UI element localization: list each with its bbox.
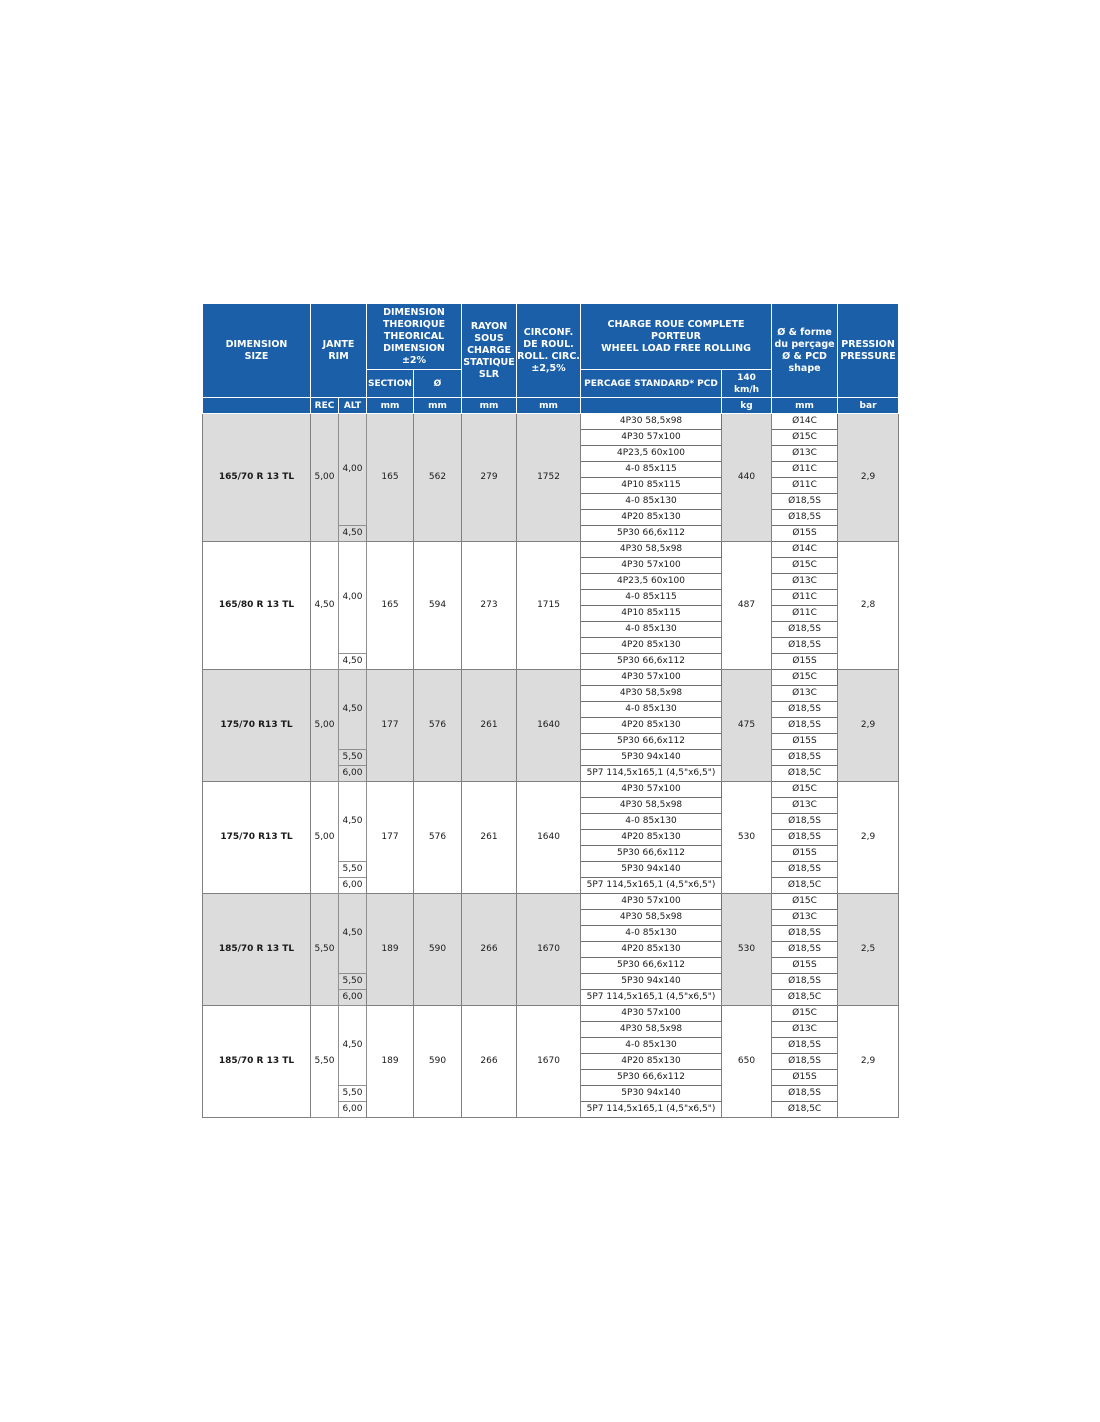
cell-section: 165 [367,542,414,670]
cell-pcd: 4P30 57x100 [581,558,722,574]
cell-shape: Ø15C [772,670,838,686]
cell-pcd: 5P7 114,5x165,1 (4,5"x6,5") [581,1102,722,1118]
cell-section: 189 [367,1006,414,1118]
cell-pcd: 4P20 85x130 [581,942,722,958]
cell-pressure: 2,9 [838,1006,899,1118]
cell-shape: Ø15S [772,958,838,974]
cell-shape: Ø15S [772,734,838,750]
cell-pcd: 5P7 114,5x165,1 (4,5"x6,5") [581,766,722,782]
cell-pcd: 4P30 58,5x98 [581,686,722,702]
cell-shape: Ø13C [772,798,838,814]
cell-diameter: 590 [414,894,462,1006]
cell-pcd: 5P30 66,6x112 [581,654,722,670]
cell-shape: Ø15S [772,654,838,670]
cell-shape: Ø13C [772,446,838,462]
cell-pcd: 4-0 85x130 [581,702,722,718]
header-shape: Ø & forme du perçage Ø & PCD shape [772,304,838,398]
cell-shape: Ø13C [772,686,838,702]
cell-shape: Ø11C [772,462,838,478]
cell-load: 650 [722,1006,772,1118]
cell-pcd: 4P30 57x100 [581,894,722,910]
cell-rayon: 273 [462,542,517,670]
table-row [203,894,899,910]
cell-pcd: 4P20 85x130 [581,1054,722,1070]
cell-diameter: 590 [414,1006,462,1118]
cell-pcd: 4P23,5 60x100 [581,446,722,462]
cell-alt: 6,00 [339,990,367,1006]
cell-pcd: 4P30 57x100 [581,782,722,798]
unit-circonf: mm [517,398,581,414]
cell-size: 175/70 R13 TL [203,782,311,894]
cell-alt: 4,50 [339,782,367,862]
cell-alt: 4,00 [339,542,367,654]
cell-shape: Ø15C [772,430,838,446]
cell-alt: 4,50 [339,894,367,974]
cell-pcd: 5P30 66,6x112 [581,1070,722,1086]
cell-diameter: 594 [414,542,462,670]
header-section: SECTION [367,370,414,398]
cell-rayon: 261 [462,782,517,894]
cell-pcd: 5P30 94x140 [581,974,722,990]
cell-rec: 5,50 [311,894,339,1006]
unit-percage [581,398,722,414]
cell-shape: Ø11C [772,590,838,606]
cell-pcd: 5P7 114,5x165,1 (4,5"x6,5") [581,990,722,1006]
cell-shape: Ø18,5S [772,622,838,638]
cell-alt: 5,50 [339,1086,367,1102]
cell-pcd: 4P20 85x130 [581,718,722,734]
cell-circonf: 1670 [517,894,581,1006]
cell-shape: Ø15C [772,1006,838,1022]
unit-alt: ALT [339,398,367,414]
cell-shape: Ø18,5S [772,862,838,878]
cell-pcd: 4P20 85x130 [581,638,722,654]
cell-alt: 5,50 [339,974,367,990]
cell-pcd: 4P30 57x100 [581,670,722,686]
cell-load: 487 [722,542,772,670]
header-speed: 140 km/h [722,370,772,398]
cell-alt: 6,00 [339,766,367,782]
cell-rec: 5,00 [311,670,339,782]
header-rayon: RAYON SOUS CHARGE STATIQUE SLR [462,304,517,398]
cell-pcd: 5P30 66,6x112 [581,734,722,750]
header-theoretical: DIMENSION THEORIQUE THEORICAL DIMENSION ±2% [367,304,462,370]
cell-diameter: 576 [414,782,462,894]
cell-pcd: 4-0 85x130 [581,814,722,830]
cell-section: 177 [367,670,414,782]
cell-shape: Ø11C [772,478,838,494]
cell-pcd: 5P30 94x140 [581,862,722,878]
cell-pcd: 4-0 85x130 [581,1038,722,1054]
cell-shape: Ø15S [772,526,838,542]
table-row [203,670,899,686]
cell-pcd: 4P23,5 60x100 [581,574,722,590]
cell-alt: 6,00 [339,1102,367,1118]
tire-spec-sheet [202,303,899,1118]
header-diameter: Ø [414,370,462,398]
cell-shape: Ø18,5S [772,814,838,830]
cell-alt: 5,50 [339,862,367,878]
cell-pcd: 4P30 58,5x98 [581,414,722,430]
cell-pcd: 4P30 58,5x98 [581,910,722,926]
cell-pcd: 5P30 66,6x112 [581,526,722,542]
cell-shape: Ø18,5S [772,1054,838,1070]
cell-alt: 5,50 [339,750,367,766]
cell-shape: Ø13C [772,910,838,926]
cell-pcd: 4P20 85x130 [581,830,722,846]
cell-shape: Ø18,5S [772,494,838,510]
cell-pcd: 5P30 66,6x112 [581,958,722,974]
cell-pressure: 2,8 [838,542,899,670]
cell-pcd: 4-0 85x115 [581,590,722,606]
cell-shape: Ø11C [772,606,838,622]
cell-pcd: 4-0 85x130 [581,926,722,942]
cell-rayon: 261 [462,670,517,782]
cell-size: 185/70 R 13 TL [203,894,311,1006]
cell-shape: Ø18,5C [772,990,838,1006]
cell-shape: Ø15S [772,1070,838,1086]
cell-pcd: 4P30 58,5x98 [581,798,722,814]
cell-pcd: 4P30 57x100 [581,430,722,446]
cell-alt: 4,50 [339,1006,367,1086]
cell-size: 165/70 R 13 TL [203,414,311,542]
header-percage: PERCAGE STANDARD* PCD [581,370,722,398]
cell-shape: Ø15C [772,894,838,910]
header-pression: PRESSION PRESSURE [838,304,899,398]
cell-alt: 4,00 [339,414,367,526]
cell-pcd: 4-0 85x130 [581,622,722,638]
cell-pcd: 4P20 85x130 [581,510,722,526]
cell-pressure: 2,9 [838,782,899,894]
cell-size: 165/80 R 13 TL [203,542,311,670]
cell-shape: Ø18,5S [772,718,838,734]
table-row [203,542,899,558]
table-header [203,304,899,414]
unit-rec: REC [311,398,339,414]
cell-circonf: 1640 [517,670,581,782]
cell-size: 185/70 R 13 TL [203,1006,311,1118]
cell-pcd: 4-0 85x130 [581,494,722,510]
cell-size: 175/70 R13 TL [203,670,311,782]
header-charge: CHARGE ROUE COMPLETE PORTEUR WHEEL LOAD FREE ROLLING [581,304,772,370]
cell-pcd: 5P30 94x140 [581,1086,722,1102]
cell-shape: Ø15S [772,846,838,862]
cell-rayon: 266 [462,1006,517,1118]
cell-shape: Ø18,5S [772,974,838,990]
cell-diameter: 576 [414,670,462,782]
cell-rec: 5,00 [311,782,339,894]
cell-pressure: 2,5 [838,894,899,1006]
cell-diameter: 562 [414,414,462,542]
cell-alt: 6,00 [339,878,367,894]
cell-shape: Ø14C [772,542,838,558]
cell-pcd: 5P30 94x140 [581,750,722,766]
unit-rayon: mm [462,398,517,414]
cell-shape: Ø18,5S [772,702,838,718]
cell-rec: 4,50 [311,542,339,670]
cell-load: 475 [722,670,772,782]
cell-shape: Ø18,5S [772,1038,838,1054]
unit-size [203,398,311,414]
unit-pression: bar [838,398,899,414]
header-dimension: DIMENSION SIZE [203,304,311,398]
cell-load: 530 [722,894,772,1006]
cell-shape: Ø18,5S [772,830,838,846]
cell-shape: Ø18,5C [772,766,838,782]
cell-shape: Ø18,5S [772,638,838,654]
header-circonf: CIRCONF. DE ROUL. ROLL. CIRC. ±2,5% [517,304,581,398]
cell-load: 440 [722,414,772,542]
table-row [203,1006,899,1022]
cell-pcd: 4P30 57x100 [581,1006,722,1022]
cell-shape: Ø18,5S [772,942,838,958]
cell-shape: Ø18,5S [772,1086,838,1102]
tire-spec-table [202,303,899,1118]
unit-load: kg [722,398,772,414]
cell-shape: Ø13C [772,1022,838,1038]
cell-shape: Ø15C [772,558,838,574]
cell-shape: Ø18,5C [772,878,838,894]
cell-circonf: 1715 [517,542,581,670]
cell-circonf: 1752 [517,414,581,542]
cell-pcd: 5P30 66,6x112 [581,846,722,862]
cell-section: 189 [367,894,414,1006]
cell-pcd: 4P30 58,5x98 [581,1022,722,1038]
cell-shape: Ø18,5S [772,926,838,942]
cell-circonf: 1640 [517,782,581,894]
cell-pressure: 2,9 [838,670,899,782]
cell-pcd: 4P10 85x115 [581,478,722,494]
cell-load: 530 [722,782,772,894]
cell-rayon: 279 [462,414,517,542]
table-row [203,414,899,430]
cell-pcd: 4-0 85x115 [581,462,722,478]
header-jante: JANTE RIM [311,304,367,398]
cell-rec: 5,50 [311,1006,339,1118]
cell-shape: Ø15C [772,782,838,798]
cell-pcd: 4P30 58,5x98 [581,542,722,558]
cell-pcd: 4P10 85x115 [581,606,722,622]
cell-section: 165 [367,414,414,542]
cell-alt: 4,50 [339,670,367,750]
cell-pressure: 2,9 [838,414,899,542]
cell-alt: 4,50 [339,654,367,670]
cell-circonf: 1670 [517,1006,581,1118]
cell-shape: Ø18,5S [772,510,838,526]
table-body [203,414,899,1118]
table-row [203,782,899,798]
unit-shape: mm [772,398,838,414]
cell-shape: Ø14C [772,414,838,430]
cell-rayon: 266 [462,894,517,1006]
cell-pcd: 5P7 114,5x165,1 (4,5"x6,5") [581,878,722,894]
cell-section: 177 [367,782,414,894]
cell-shape: Ø18,5C [772,1102,838,1118]
cell-alt: 4,50 [339,526,367,542]
cell-shape: Ø18,5S [772,750,838,766]
unit-diameter: mm [414,398,462,414]
cell-shape: Ø13C [772,574,838,590]
cell-rec: 5,00 [311,414,339,542]
unit-section: mm [367,398,414,414]
